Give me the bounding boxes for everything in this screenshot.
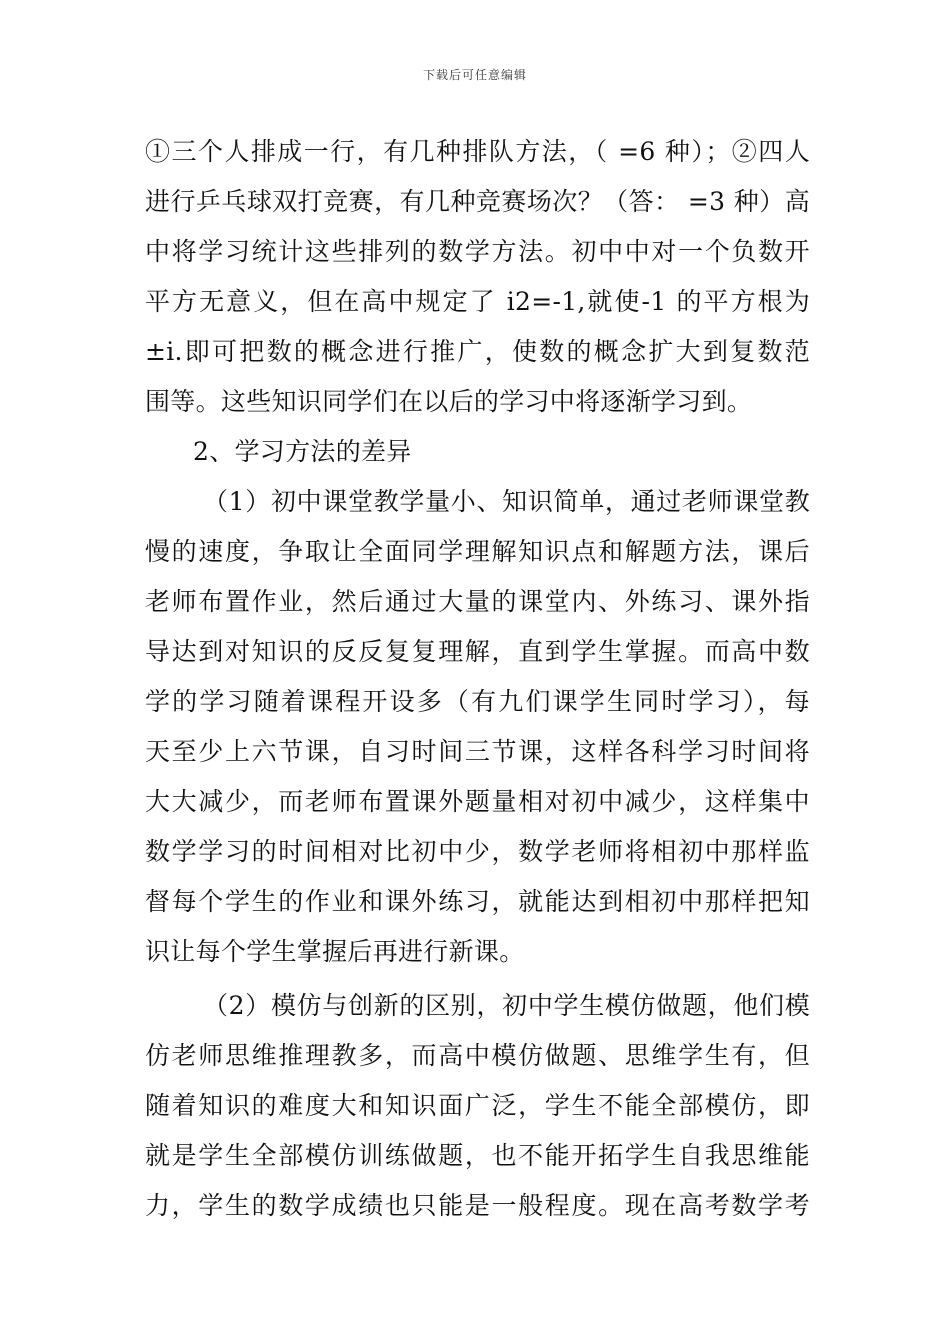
paragraph-3 bbox=[145, 981, 810, 1231]
document-body bbox=[145, 127, 810, 1231]
text-line: 慢的速度，争取让全面同学理解知识点和解题方法，课后 bbox=[145, 537, 810, 566]
text-line: 随着知识的难度大和知识面广泛，学生不能全部模仿，即 bbox=[145, 1091, 810, 1120]
paragraph-2 bbox=[145, 477, 810, 977]
text-line: ±i.即可把数的概念进行推广，使数的概念扩大到复数范 bbox=[145, 337, 810, 366]
text-line: 仿老师思维推理教多，而高中模仿做题、思维学生有，但 bbox=[145, 1041, 810, 1070]
text-line: ①三个人排成一行，有几种排队方法，（ =6 种）；②四人 bbox=[145, 137, 810, 166]
text-line: 大大减少，而老师布置课外题量相对初中减少，这样集中 bbox=[145, 787, 810, 816]
page-header-note: 下载后可任意编辑 bbox=[422, 68, 527, 82]
text-line: 平方无意义，但在高中规定了 i2=-1,就使-1 的平方根为 bbox=[145, 287, 810, 316]
text-line: 督每个学生的作业和课外练习，就能达到相初中那样把知 bbox=[145, 887, 810, 916]
text-line: 力，学生的数学成绩也只能是一般程度。现在高考数学考 bbox=[145, 1191, 810, 1220]
text-line: 就是学生全部模仿训练做题，也不能开拓学生自我思维能 bbox=[145, 1141, 810, 1170]
text-line: 学的学习随着课程开设多（有九们课学生同时学习），每 bbox=[145, 687, 810, 716]
text-line: 数学学习的时间相对比初中少，数学老师将相初中那样监 bbox=[145, 837, 810, 866]
text-line: 中将学习统计这些排列的数学方法。初中中对一个负数开 bbox=[145, 237, 810, 266]
text-line: （2）模仿与创新的区别，初中学生模仿做题，他们模 bbox=[203, 991, 810, 1020]
text-line: （1）初中课堂教学量小、知识简单，通过老师课堂教 bbox=[203, 487, 810, 516]
text-line: 老师布置作业，然后通过大量的课堂内、外练习、课外指 bbox=[145, 587, 810, 616]
text-line: 天至少上六节课，自习时间三节课，这样各科学习时间将 bbox=[145, 737, 810, 766]
section-heading: 2、学习方法的差异 bbox=[193, 437, 412, 466]
text-line: 进行乒乓球双打竞赛，有几种竞赛场次？（答： =3 种）高 bbox=[145, 187, 810, 216]
text-line: 识让每个学生掌握后再进行新课。 bbox=[145, 937, 525, 966]
paragraph-1 bbox=[145, 127, 810, 427]
text-line: 导达到对知识的反反复复理解，直到学生掌握。而高中数 bbox=[145, 637, 810, 666]
text-line: 围等。这些知识同学们在以后的学习中将逐渐学习到。 bbox=[145, 387, 753, 416]
